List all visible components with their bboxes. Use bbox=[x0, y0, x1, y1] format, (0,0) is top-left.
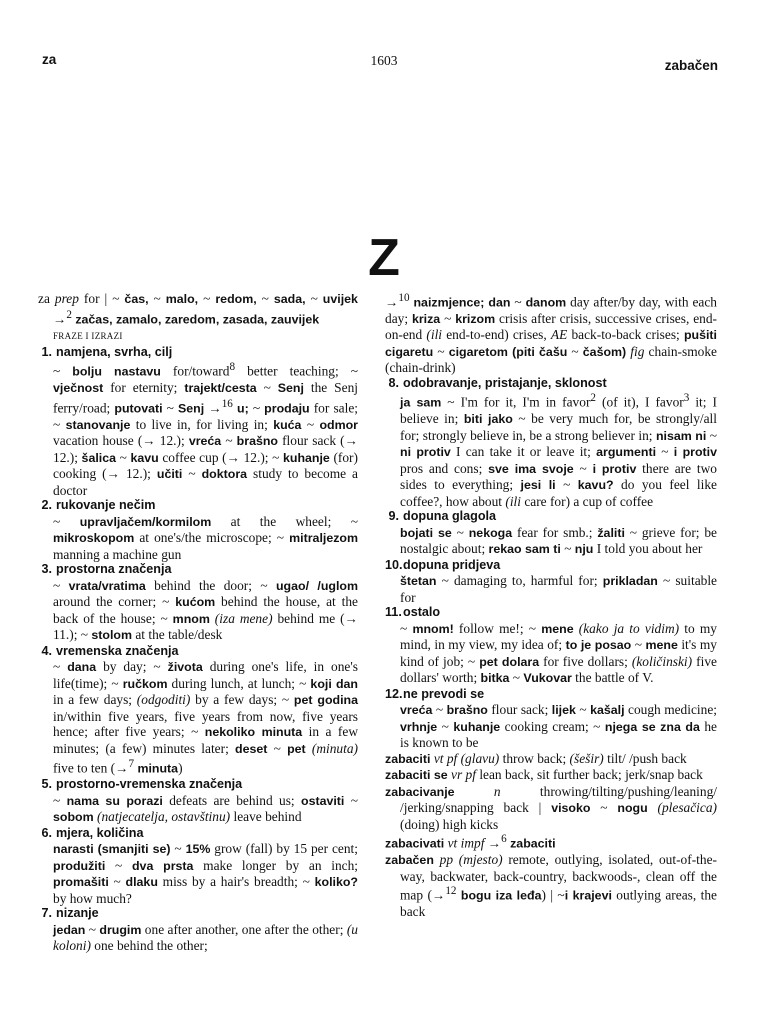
sense-heading bbox=[38, 345, 358, 361]
entry-text: →$^{10}$ naizmjence; dan ~ danom day after/by day, with each day; kriza ~ krizom crisis after crisis, successive crises, end-on-end (ili end-to-end) crises, AE back-to-back crises; pušiti cigaretu ~ cigaretom (piti čašu ~ čašom) fig chain-smoke (chain-drink) bbox=[385, 292, 717, 376]
sense-title: mjera, količina bbox=[56, 825, 144, 840]
sense-heading bbox=[385, 687, 717, 703]
sense-heading bbox=[385, 376, 717, 392]
entry-text: bojati se ~ nekoga fear for smb.; žaliti ~ grieve for; be nostalgic about; rekao sam ti ~ nju I told you about her bbox=[400, 524, 717, 557]
dictionary-entry: zabacivanje n throwing/tilting/pushing/leaning/ /jerking/snapping back | visoko ~ nogu (plesačica) (doing) high kicks bbox=[385, 783, 717, 832]
sense-number: 6. bbox=[41, 825, 52, 840]
sense-heading bbox=[385, 605, 717, 621]
section-letter: Z bbox=[368, 229, 400, 287]
sense-number: 3. bbox=[41, 562, 52, 577]
entry-text: štetan ~ damaging to, harmful for; prikladan ~ suitable for bbox=[400, 573, 717, 605]
entry-text: ~ bolju nastavu for/toward$^8$ better teaching; ~ vječnost for eternity; trajekt/cesta ~ Senj the Senj ferry/road; putovati ~ Senj →$^{16}$ u; ~ prodaju for sale; ~ stanovanje to live in, for living in; kuća ~ odmor vacation house (→ 12.); vreća ~ brašno flour sack (→ 12.); šalica ~ kavu coffee cup (→ 12.); ~ kuhanje (for) cooking (→ 12.); učiti ~ doktora study to become a doctor bbox=[53, 361, 358, 498]
sense-title: vremenska značenja bbox=[56, 643, 179, 658]
entry-text: za prep for | ~ čas, ~ malo, ~ redom, ~ sada, ~ uvijek →$^2$ začas, zamalo, zaredom, zasada, zauvijek bbox=[38, 291, 358, 326]
running-head-left: za bbox=[42, 52, 57, 67]
dictionary-entry: zabacivati vt impf →$^6$ zabaciti bbox=[385, 833, 556, 851]
sense-title: dopuna pridjeva bbox=[403, 557, 501, 572]
sense-title: odobravanje, pristajanje, sklonost bbox=[403, 375, 607, 390]
sense-number: 12. bbox=[385, 686, 403, 701]
sense-heading bbox=[38, 826, 358, 842]
sense-heading bbox=[38, 644, 358, 660]
left-column bbox=[38, 291, 358, 954]
sense-number: 4. bbox=[41, 643, 52, 658]
running-head-right: zabačen bbox=[664, 58, 718, 73]
entry-text: ja sam ~ I'm for it, I'm in favor$^2$ (of it), I favor$^3$ it; I believe in; biti jako ~ be very much for, be strongly/all for; strongly believe in, be a strong believer in; nisam ni ~ ni protiv I can take it or leave it; argumenti ~ i protiv pros and cons; sve ima svoje ~ i protiv there are two sides to everything; jesi li ~ kavu? do you feel like coffee?, how about (ili care for) a cup of coffee bbox=[400, 392, 717, 509]
entry-text: FRAZE I IZRAZI bbox=[53, 331, 123, 342]
sense-title: prostorna značenja bbox=[56, 562, 172, 577]
sense-heading bbox=[38, 562, 358, 578]
dictionary-entry: zabaciti se vr pf lean back, sit further back; jerk/snap back bbox=[385, 767, 703, 783]
entry-text: narasti (smanjiti se) ~ 15% grow (fall) by 15 per cent; produžiti ~ dva prsta make longer by an inch; promašiti ~ dlaku miss by a hair's breadth; ~ koliko? by how much? bbox=[53, 841, 359, 906]
sense-number: 2. bbox=[41, 498, 52, 513]
entry-text: ~ nama su porazi defeats are behind us; ostaviti ~ sobom (natjecatelja, ostavštinu) leave behind bbox=[53, 792, 358, 825]
sense-number: 10. bbox=[385, 557, 403, 572]
sense-title: namjena, svrha, cilj bbox=[56, 344, 173, 359]
sense-title: prostorno-vremenska značenja bbox=[56, 777, 243, 792]
sense-heading bbox=[38, 777, 358, 793]
sense-number: 5. bbox=[41, 777, 52, 792]
sense-heading bbox=[385, 509, 717, 525]
right-column bbox=[385, 291, 717, 920]
sense-title: ostalo bbox=[403, 605, 441, 620]
sense-heading bbox=[38, 498, 358, 514]
sense-number: 1. bbox=[41, 344, 52, 359]
dictionary-entry: zabačen pp (mjesto) remote, outlying, isolated, out-of-the-way, backwater, back-country, backwoods-, clean off the map (→$^{12}$ bogu iza leđa) | ~i krajevi outlying areas, the back bbox=[385, 852, 717, 920]
sense-heading bbox=[38, 906, 358, 922]
sense-number: 7. bbox=[41, 906, 52, 921]
sense-title: rukovanje nečim bbox=[56, 498, 156, 513]
entry-text: ~ upravljačem/kormilom at the wheel; ~ mikroskopom at one's/the microscope; ~ mitraljezom manning a machine gun bbox=[53, 513, 358, 562]
page-number: 1603 bbox=[370, 53, 398, 68]
sense-title: nizanje bbox=[56, 906, 99, 921]
sense-number: 9. bbox=[388, 509, 399, 524]
sense-heading bbox=[385, 558, 717, 574]
entry-text: ~ mnom! follow me!; ~ mene (kako ja to vidim) to my mind, in my view, my idea of; to je posao ~ mene it's my kind of job; ~ pet dolara for five dollars; (količinski) five dollars' worth; bitka ~ Vukovar the battle of V. bbox=[400, 620, 717, 686]
entry-text: ~ dana by day; ~ života during one's life, in one's life(time); ~ ručkom during lunch, at lunch; ~ koji dan in a few days; (odgoditi) by a few days; ~ pet godina in/within five years, five years from now, five years hence; after five years; ~ nekoliko minuta in a few minutes; (a few) minutes later; deset ~ pet (minuta) five to ten (→$^7$ minuta) bbox=[53, 659, 358, 776]
sense-title: ne prevodi se bbox=[403, 686, 485, 701]
entry-text: jedan ~ drugim one after another, one after the other; (u koloni) one behind the other; bbox=[53, 921, 358, 954]
entry-text: vreća ~ brašno flour sack; lijek ~ kašalj cough medicine; vrhnje ~ kuhanje cooking cream; ~ njega se zna da he is known to be bbox=[400, 702, 717, 751]
sense-number: 11. bbox=[385, 605, 402, 620]
sense-title: dopuna glagola bbox=[403, 509, 497, 524]
sense-number: 8. bbox=[388, 375, 399, 390]
entry-text: ~ vrata/vratima behind the door; ~ ugao/ /uglom around the corner; ~ kućom behind the house, at the back of the house; ~ mnom (iza mene) behind me (→ 11.); ~ stolom at the table/desk bbox=[53, 577, 358, 643]
dictionary-entry: zabaciti vt pf (glavu) throw back; (šešir) tilt/ /push back bbox=[385, 750, 687, 766]
